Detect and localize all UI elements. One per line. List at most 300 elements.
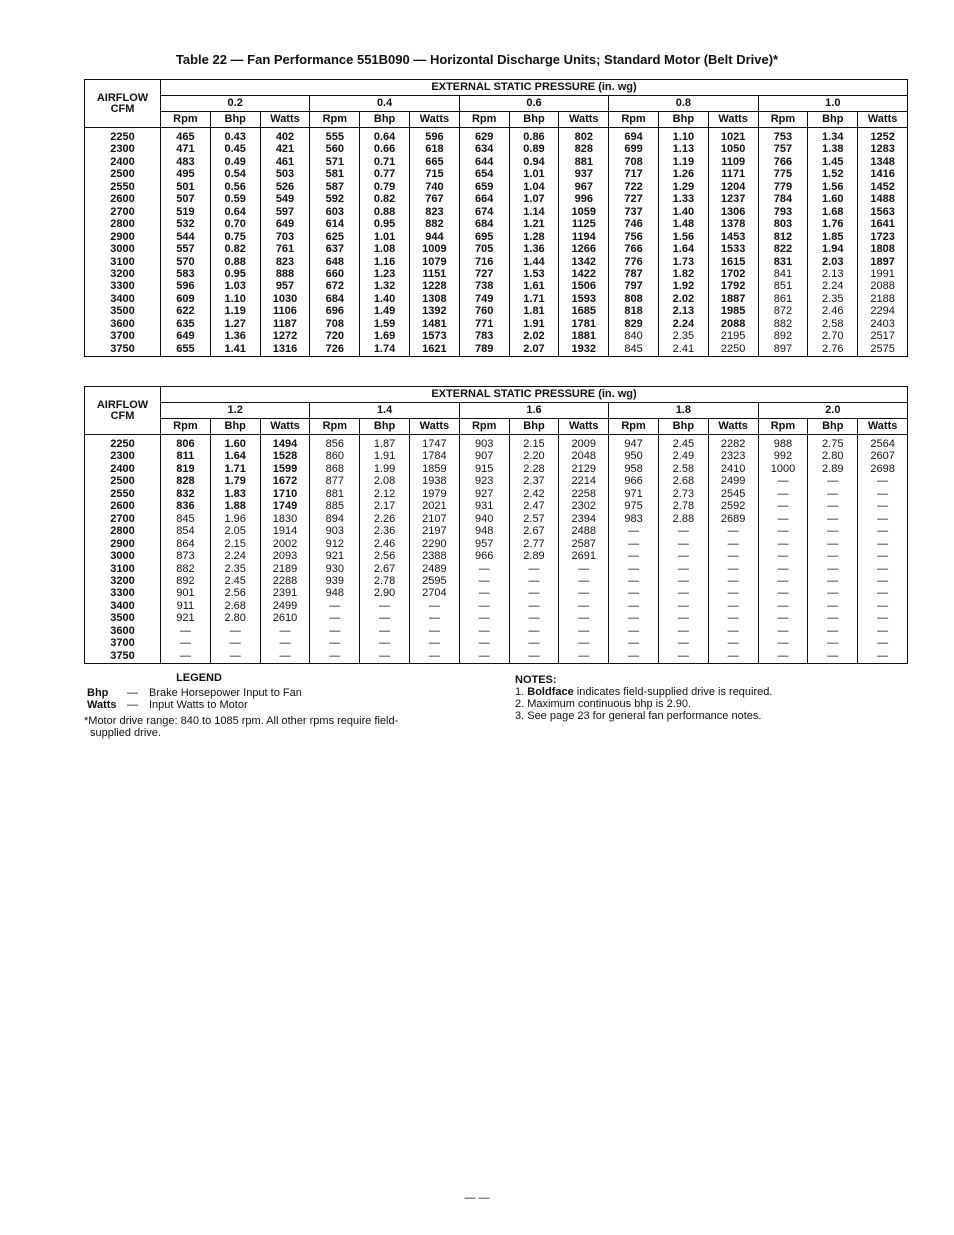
- airflow-cell: 3500: [85, 305, 161, 317]
- table-cell: 2.78: [658, 500, 708, 512]
- table-cell: 1991: [858, 268, 908, 280]
- table-cell: 708: [310, 318, 360, 330]
- table-cell: 1.27: [210, 318, 260, 330]
- column-header: Bhp: [210, 419, 260, 435]
- table-cell: 907: [459, 450, 509, 462]
- table-cell: 2.12: [360, 488, 410, 500]
- table-cell: 549: [260, 193, 310, 205]
- table-cell: 958: [609, 463, 659, 475]
- airflow-cell: 3400: [85, 600, 161, 612]
- table-cell: 672: [310, 280, 360, 292]
- legend-heading: LEGEND: [176, 672, 222, 684]
- table-cell: 0.59: [210, 193, 260, 205]
- table-cell: —: [858, 625, 908, 637]
- table-cell: 2.57: [509, 513, 559, 525]
- table-cell: 1306: [708, 206, 758, 218]
- note-1-text: indicates field-supplied drive is required.: [576, 686, 773, 698]
- table-cell: 931: [459, 500, 509, 512]
- table-row: [85, 193, 908, 205]
- table-cell: —: [210, 637, 260, 649]
- table-cell: 2.24: [808, 280, 858, 292]
- table-cell: —: [310, 650, 360, 664]
- table-cell: —: [459, 637, 509, 649]
- table-cell: —: [658, 525, 708, 537]
- airflow-cell: 3700: [85, 637, 161, 649]
- table-cell: —: [708, 612, 758, 624]
- table-cell: 2.67: [360, 563, 410, 575]
- table-row: [85, 625, 908, 637]
- column-header: Bhp: [509, 112, 559, 128]
- table-cell: 0.66: [360, 143, 410, 155]
- table-cell: 948: [459, 525, 509, 537]
- table-cell: 2689: [708, 513, 758, 525]
- airflow-cell: 3100: [85, 563, 161, 575]
- table-cell: 587: [310, 181, 360, 193]
- table-cell: 996: [559, 193, 609, 205]
- table-cell: 766: [758, 156, 808, 168]
- table-cell: 1.19: [658, 156, 708, 168]
- table-cell: 1.28: [509, 231, 559, 243]
- table-cell: 921: [310, 550, 360, 562]
- table-cell: 2.77: [509, 538, 559, 550]
- table-cell: —: [609, 525, 659, 537]
- table-cell: 2391: [260, 587, 310, 599]
- table-cell: 957: [459, 538, 509, 550]
- airflow-cell: 2800: [85, 218, 161, 230]
- table-cell: 2.03: [808, 256, 858, 268]
- table-cell: —: [559, 612, 609, 624]
- table-row: [85, 488, 908, 500]
- airflow-cell: 3750: [85, 343, 161, 357]
- table-cell: —: [758, 525, 808, 537]
- table-cell: 779: [758, 181, 808, 193]
- table-cell: 1.64: [210, 450, 260, 462]
- table-cell: 2410: [708, 463, 758, 475]
- table-cell: —: [858, 600, 908, 612]
- table-cell: —: [161, 625, 211, 637]
- table-cell: —: [658, 612, 708, 624]
- table-cell: 767: [409, 193, 459, 205]
- legend-desc: Brake Horsepower Input to Fan: [149, 687, 302, 699]
- table-cell: —: [858, 650, 908, 664]
- table-cell: 992: [758, 450, 808, 462]
- airflow-cell: 3750: [85, 650, 161, 664]
- table-cell: 2.75: [808, 435, 858, 451]
- table-cell: —: [459, 600, 509, 612]
- table-cell: 2.07: [509, 343, 559, 357]
- table-cell: 912: [310, 538, 360, 550]
- table-cell: 461: [260, 156, 310, 168]
- table-cell: 1781: [559, 318, 609, 330]
- table-cell: —: [758, 563, 808, 575]
- table-cell: 818: [609, 305, 659, 317]
- table-cell: 944: [409, 231, 459, 243]
- table-cell: 1.87: [360, 435, 410, 451]
- table-cell: —: [808, 513, 858, 525]
- table-cell: 1.60: [808, 193, 858, 205]
- table-cell: 1.16: [360, 256, 410, 268]
- table-cell: —: [808, 550, 858, 562]
- table-cell: 1.36: [210, 330, 260, 342]
- table-cell: 507: [161, 193, 211, 205]
- table-cell: 708: [609, 156, 659, 168]
- airflow-header-line-1: AIRFLOW: [96, 91, 149, 104]
- table-cell: 885: [310, 500, 360, 512]
- table-row: [85, 563, 908, 575]
- table-cell: 1792: [708, 280, 758, 292]
- column-header: Watts: [858, 112, 908, 128]
- notes-heading: NOTES:: [515, 674, 557, 686]
- legend-term: Bhp: [87, 687, 109, 699]
- table-cell: 915: [459, 463, 509, 475]
- table-cell: —: [310, 600, 360, 612]
- airflow-cell: 3200: [85, 268, 161, 280]
- airflow-cell: 2550: [85, 181, 161, 193]
- table-cell: 828: [559, 143, 609, 155]
- table-cell: —: [360, 612, 410, 624]
- table-cell: 1.49: [360, 305, 410, 317]
- table-cell: 1672: [260, 475, 310, 487]
- legend-item-watts: [84, 699, 484, 711]
- table-cell: 1685: [559, 305, 609, 317]
- table-cell: 823: [260, 256, 310, 268]
- table-cell: 967: [559, 181, 609, 193]
- table-cell: 722: [609, 181, 659, 193]
- table-cell: 720: [310, 330, 360, 342]
- table-cell: 1125: [559, 218, 609, 230]
- table-row: [85, 293, 908, 305]
- table-cell: —: [658, 550, 708, 562]
- table-cell: 1.74: [360, 343, 410, 357]
- table-cell: 2.35: [808, 293, 858, 305]
- table-cell: 2698: [858, 463, 908, 475]
- table-cell: 2.13: [808, 268, 858, 280]
- table-cell: 684: [459, 218, 509, 230]
- table-cell: 2258: [559, 488, 609, 500]
- table-cell: 1887: [708, 293, 758, 305]
- table-cell: 1.85: [808, 231, 858, 243]
- table-cell: 1.92: [658, 280, 708, 292]
- pressure-header: 0.4: [310, 96, 459, 112]
- pressure-header: 1.8: [609, 403, 758, 419]
- table-cell: 2499: [260, 600, 310, 612]
- table-cell: 716: [459, 256, 509, 268]
- table-cell: —: [409, 637, 459, 649]
- table-cell: 2.05: [210, 525, 260, 537]
- table-cell: 2.80: [210, 612, 260, 624]
- table-cell: 0.54: [210, 168, 260, 180]
- table-cell: 950: [609, 450, 659, 462]
- table-cell: 2.90: [360, 587, 410, 599]
- table-cell: —: [758, 637, 808, 649]
- table-cell: 614: [310, 218, 360, 230]
- table-cell: 740: [409, 181, 459, 193]
- table-cell: —: [509, 650, 559, 664]
- airflow-cell: 2250: [85, 435, 161, 451]
- airflow-cell: 3200: [85, 575, 161, 587]
- table-cell: 738: [459, 280, 509, 292]
- airflow-header-line-1: AIRFLOW: [96, 398, 149, 411]
- table-cell: 2.35: [658, 330, 708, 342]
- table-cell: —: [609, 625, 659, 637]
- table-cell: 1.52: [808, 168, 858, 180]
- table-cell: 957: [260, 280, 310, 292]
- table-cell: 727: [459, 268, 509, 280]
- airflow-cell: 3400: [85, 293, 161, 305]
- pressure-header: 1.2: [161, 403, 310, 419]
- table-cell: 1452: [858, 181, 908, 193]
- table-cell: 2288: [260, 575, 310, 587]
- table-cell: 2.45: [210, 575, 260, 587]
- table-cell: 856: [310, 435, 360, 451]
- table-cell: 1881: [559, 330, 609, 342]
- table-cell: 1528: [260, 450, 310, 462]
- table-cell: 625: [310, 231, 360, 243]
- table-cell: 2.56: [210, 587, 260, 599]
- table-cell: —: [708, 650, 758, 664]
- table-cell: —: [559, 600, 609, 612]
- airflow-header: [85, 80, 161, 128]
- table-cell: 2.36: [360, 525, 410, 537]
- table-cell: 760: [459, 305, 509, 317]
- table-cell: 674: [459, 206, 509, 218]
- table-cell: 761: [260, 243, 310, 255]
- table-row: [85, 243, 908, 255]
- table-cell: 560: [310, 143, 360, 155]
- table-cell: 775: [758, 168, 808, 180]
- table-cell: 2.24: [210, 550, 260, 562]
- column-header: Rpm: [459, 419, 509, 435]
- airflow-cell: 2600: [85, 193, 161, 205]
- table-cell: 659: [459, 181, 509, 193]
- table-cell: 2.70: [808, 330, 858, 342]
- airflow-cell: 2550: [85, 488, 161, 500]
- table-cell: 622: [161, 305, 211, 317]
- table-row: [85, 305, 908, 317]
- table-cell: —: [210, 625, 260, 637]
- table-cell: —: [459, 612, 509, 624]
- table-cell: 1.73: [658, 256, 708, 268]
- table-cell: 1506: [559, 280, 609, 292]
- table-cell: 2403: [858, 318, 908, 330]
- table-cell: 544: [161, 231, 211, 243]
- table-row: [85, 463, 908, 475]
- table-cell: 819: [161, 463, 211, 475]
- table-cell: 771: [459, 318, 509, 330]
- table-cell: —: [808, 587, 858, 599]
- table-cell: 1.71: [210, 463, 260, 475]
- airflow-cell: 2500: [85, 475, 161, 487]
- column-header: Rpm: [310, 112, 360, 128]
- table-cell: —: [708, 525, 758, 537]
- table-row: [85, 475, 908, 487]
- table-cell: 882: [161, 563, 211, 575]
- table-cell: 1422: [559, 268, 609, 280]
- table-cell: 2.41: [658, 343, 708, 357]
- table-cell: 1.03: [210, 280, 260, 292]
- pressure-header: 2.0: [758, 403, 907, 419]
- table-cell: 783: [459, 330, 509, 342]
- table-cell: 2489: [409, 563, 459, 575]
- table-cell: 2.76: [808, 343, 858, 357]
- notes: [515, 674, 895, 722]
- table-row: [85, 156, 908, 168]
- table-cell: 2002: [260, 538, 310, 550]
- table-cell: 1533: [708, 243, 758, 255]
- table-cell: 1.69: [360, 330, 410, 342]
- table-cell: 696: [310, 305, 360, 317]
- table-cell: —: [808, 612, 858, 624]
- pressure-header: 1.0: [758, 96, 907, 112]
- table-cell: 2021: [409, 500, 459, 512]
- table-cell: —: [808, 600, 858, 612]
- table-cell: 2.58: [658, 463, 708, 475]
- table-cell: —: [758, 625, 808, 637]
- table-cell: 911: [161, 600, 211, 612]
- table-cell: 1453: [708, 231, 758, 243]
- table-cell: 2009: [559, 435, 609, 451]
- table-cell: —: [609, 600, 659, 612]
- table-cell: —: [161, 650, 211, 664]
- table-cell: 1.36: [509, 243, 559, 255]
- pressure-header: 0.2: [161, 96, 310, 112]
- table-cell: 699: [609, 143, 659, 155]
- airflow-cell: 2250: [85, 128, 161, 144]
- table-cell: 851: [758, 280, 808, 292]
- airflow-header: [85, 387, 161, 435]
- table-cell: 829: [609, 318, 659, 330]
- airflow-header-line-2: CFM: [110, 409, 135, 422]
- legend-term: Watts: [87, 699, 117, 711]
- table-row: [85, 637, 908, 649]
- table-cell: 789: [459, 343, 509, 357]
- table-cell: 1252: [858, 128, 908, 144]
- note-2: 2. Maximum continuous bhp is 2.90.: [515, 698, 692, 710]
- table-cell: 609: [161, 293, 211, 305]
- table-cell: 811: [161, 450, 211, 462]
- table-cell: 1808: [858, 243, 908, 255]
- table-cell: —: [758, 600, 808, 612]
- table-cell: 2250: [708, 343, 758, 357]
- table-cell: 1.71: [509, 293, 559, 305]
- table-cell: 872: [758, 305, 808, 317]
- table-cell: 2107: [409, 513, 459, 525]
- table-cell: 921: [161, 612, 211, 624]
- table-cell: —: [360, 600, 410, 612]
- table-cell: —: [409, 625, 459, 637]
- table-cell: 1.01: [509, 168, 559, 180]
- table-cell: 649: [260, 218, 310, 230]
- table-cell: —: [758, 475, 808, 487]
- table-cell: 1.40: [360, 293, 410, 305]
- table-cell: —: [559, 563, 609, 575]
- table-cell: 1151: [409, 268, 459, 280]
- table-cell: 501: [161, 181, 211, 193]
- table-cell: 1.48: [658, 218, 708, 230]
- column-header: Watts: [409, 112, 459, 128]
- table-cell: 1.26: [658, 168, 708, 180]
- table-cell: —: [758, 550, 808, 562]
- table-cell: —: [658, 637, 708, 649]
- table-cell: 930: [310, 563, 360, 575]
- table-cell: 1830: [260, 513, 310, 525]
- table-cell: 1416: [858, 168, 908, 180]
- table-cell: 637: [310, 243, 360, 255]
- table-cell: 1.23: [360, 268, 410, 280]
- airflow-cell: 2900: [85, 538, 161, 550]
- table-cell: —: [858, 575, 908, 587]
- table-cell: 2564: [858, 435, 908, 451]
- airflow-cell: 2700: [85, 206, 161, 218]
- table-cell: —: [758, 488, 808, 500]
- table-cell: 2282: [708, 435, 758, 451]
- table-cell: 0.64: [210, 206, 260, 218]
- table-cell: 2.15: [509, 435, 559, 451]
- table-cell: —: [658, 575, 708, 587]
- legend: [84, 672, 484, 739]
- table-cell: 903: [310, 525, 360, 537]
- table-cell: 988: [758, 435, 808, 451]
- table-cell: 1.96: [210, 513, 260, 525]
- table-row: [85, 218, 908, 230]
- table-row: [85, 206, 908, 218]
- table-cell: 1488: [858, 193, 908, 205]
- table-cell: 2323: [708, 450, 758, 462]
- table-cell: —: [210, 650, 260, 664]
- table-cell: 2.20: [509, 450, 559, 462]
- table-cell: 823: [409, 206, 459, 218]
- table-cell: 1.44: [509, 256, 559, 268]
- table-row: [85, 143, 908, 155]
- table-cell: 0.95: [210, 268, 260, 280]
- table-cell: 727: [609, 193, 659, 205]
- table-cell: 526: [260, 181, 310, 193]
- table-cell: 803: [758, 218, 808, 230]
- column-header: Bhp: [509, 419, 559, 435]
- table-cell: —: [858, 513, 908, 525]
- table-cell: 0.71: [360, 156, 410, 168]
- table-cell: —: [858, 525, 908, 537]
- table-cell: 635: [161, 318, 211, 330]
- table-cell: 726: [310, 343, 360, 357]
- airflow-cell: 2300: [85, 143, 161, 155]
- table-cell: 1348: [858, 156, 908, 168]
- table-cell: 664: [459, 193, 509, 205]
- table-cell: 1641: [858, 218, 908, 230]
- table-cell: 2610: [260, 612, 310, 624]
- table-cell: —: [459, 625, 509, 637]
- table-cell: —: [858, 550, 908, 562]
- table-cell: 0.79: [360, 181, 410, 193]
- table-cell: —: [758, 575, 808, 587]
- table-cell: —: [509, 563, 559, 575]
- table-cell: —: [808, 650, 858, 664]
- table-cell: 1.53: [509, 268, 559, 280]
- table-cell: 1.81: [509, 305, 559, 317]
- table-row: [85, 280, 908, 292]
- table-cell: 644: [459, 156, 509, 168]
- table-cell: 2.47: [509, 500, 559, 512]
- table-cell: —: [658, 600, 708, 612]
- table-cell: —: [858, 612, 908, 624]
- table-cell: 1749: [260, 500, 310, 512]
- table-cell: —: [310, 612, 360, 624]
- table-cell: —: [260, 650, 310, 664]
- table-cell: 2.89: [509, 550, 559, 562]
- table-cell: 503: [260, 168, 310, 180]
- table-cell: 1050: [708, 143, 758, 155]
- table-cell: 0.56: [210, 181, 260, 193]
